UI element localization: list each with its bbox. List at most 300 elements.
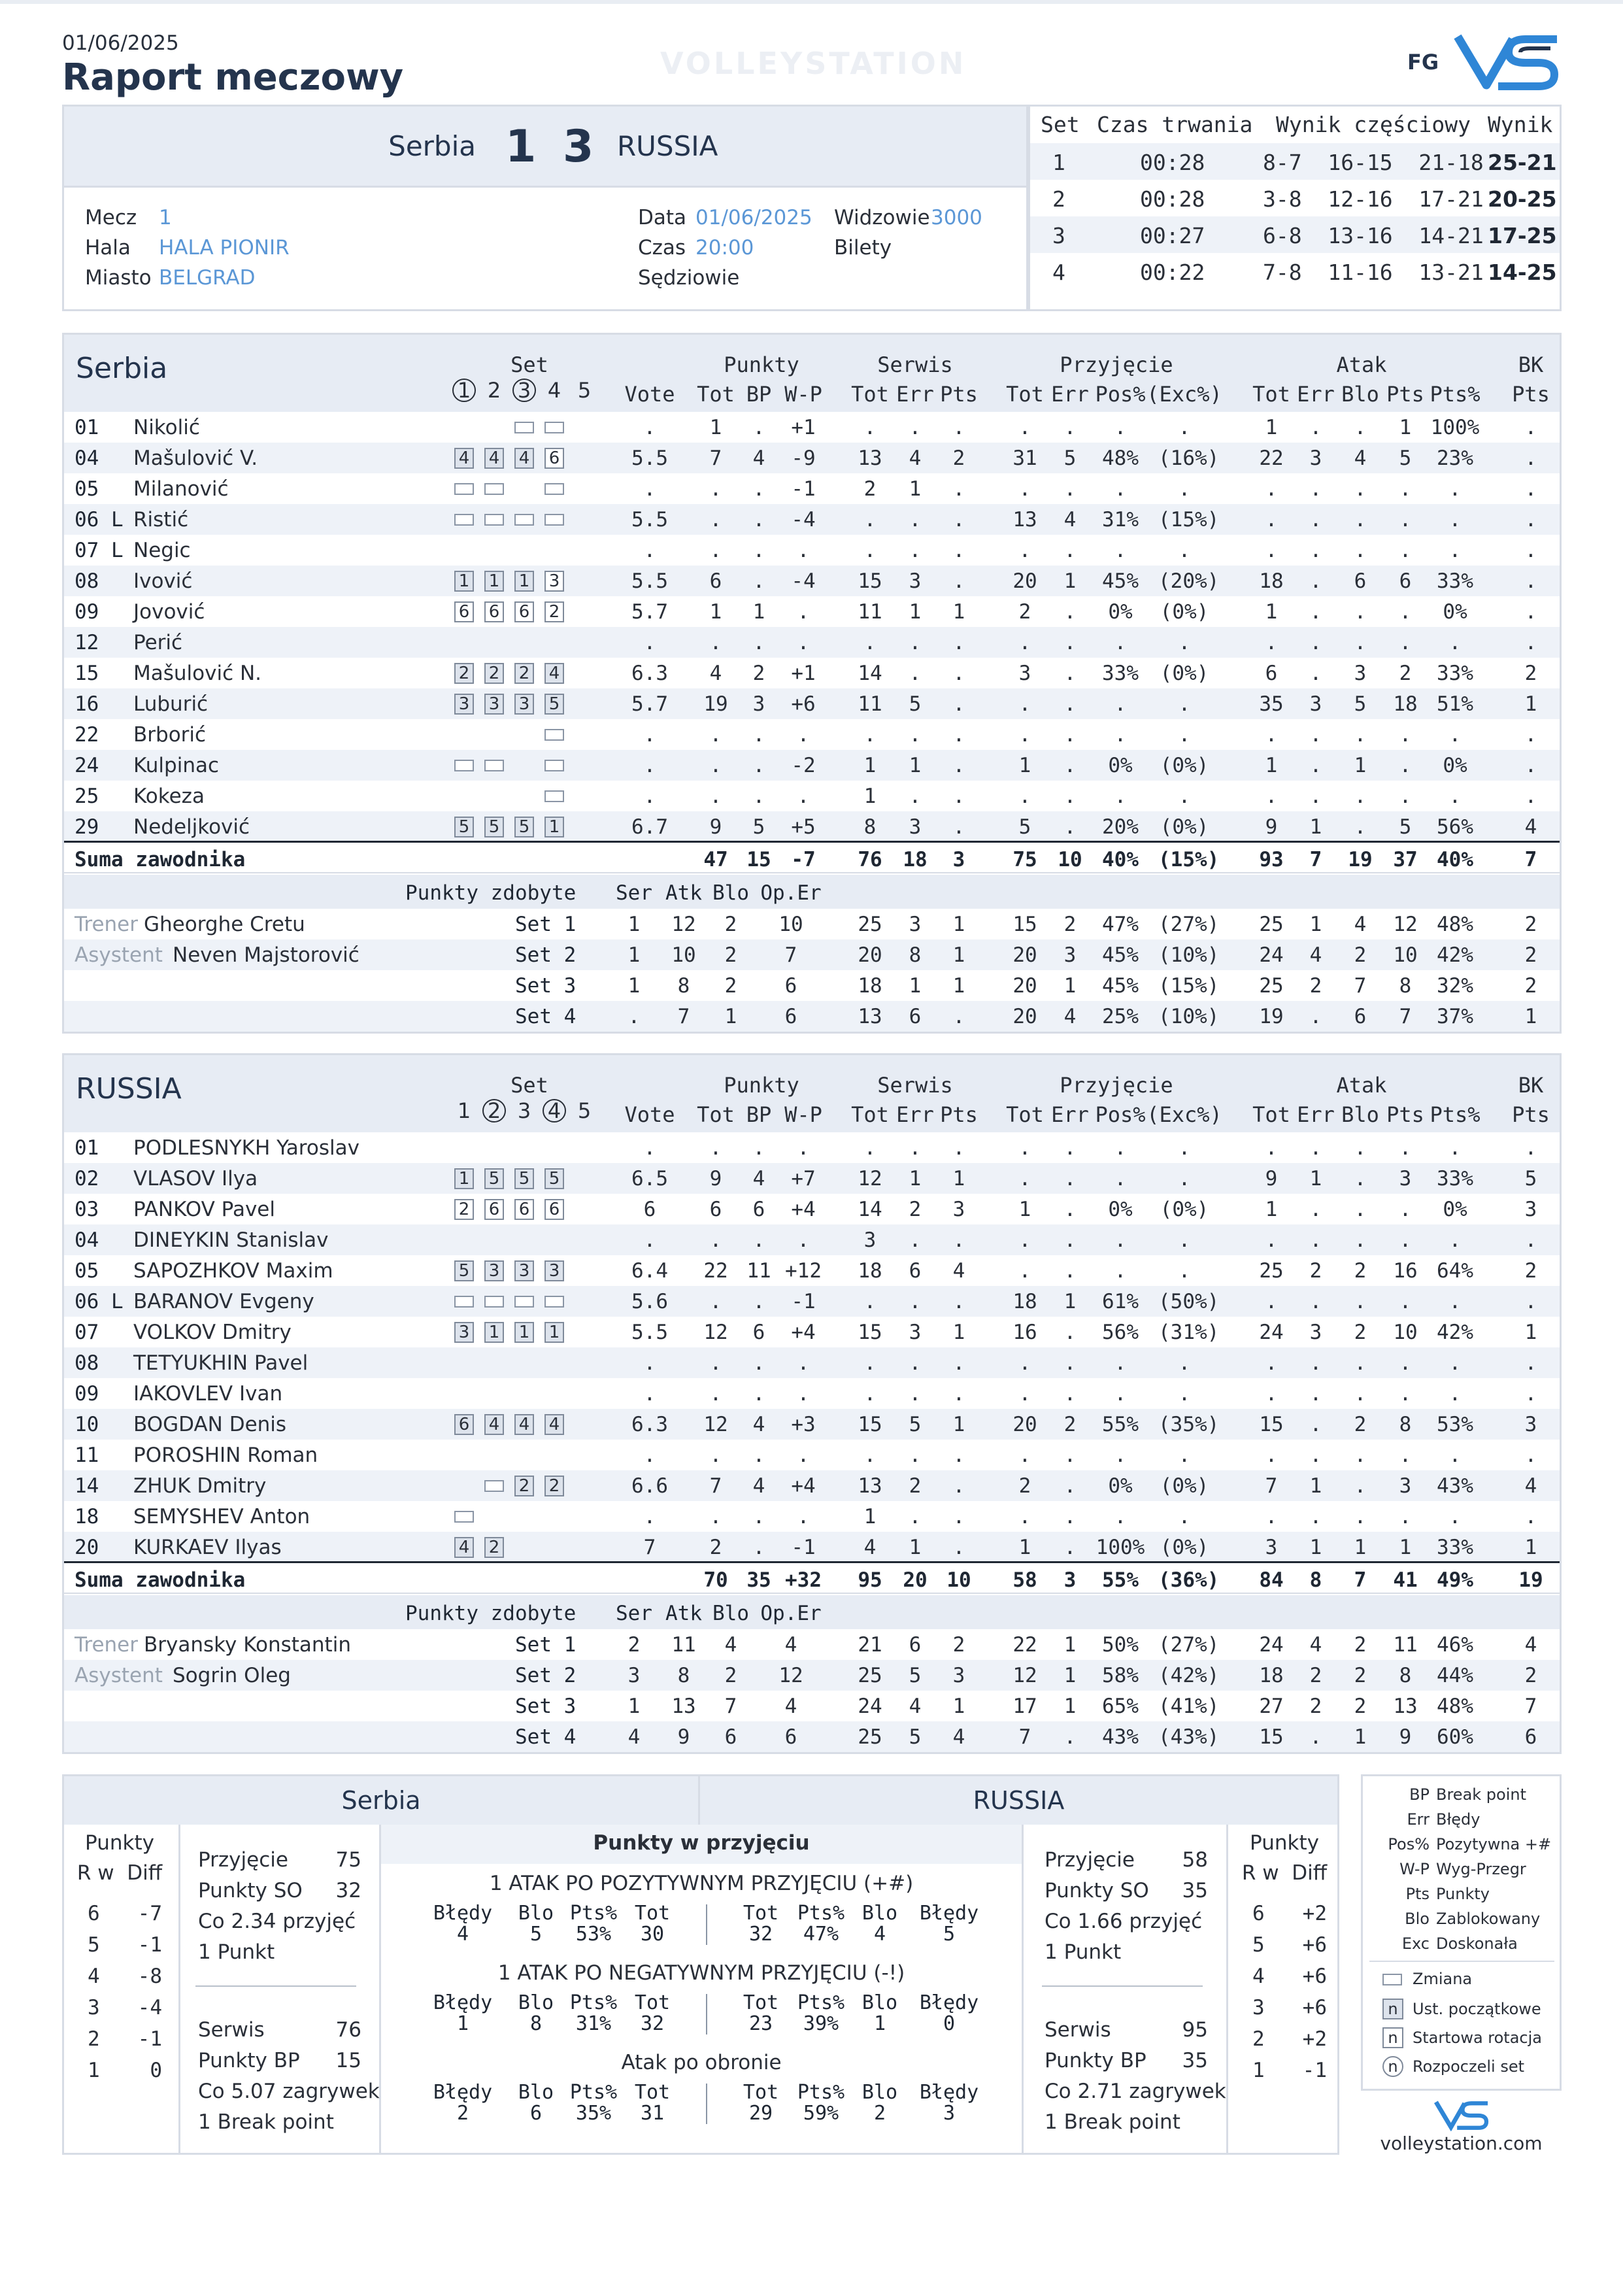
player-row bbox=[64, 627, 1560, 658]
stat-cell: . bbox=[1399, 723, 1412, 747]
player-row bbox=[64, 688, 1560, 719]
stat-cell: . bbox=[1063, 815, 1077, 839]
set-num-label: 5 bbox=[577, 1098, 592, 1123]
stat-cell: . bbox=[1265, 477, 1278, 501]
start-rotation-box: 2 bbox=[484, 1537, 504, 1558]
stat-cell: 20 bbox=[1012, 1413, 1037, 1436]
pz-cell: 2 bbox=[724, 943, 737, 967]
set-stat-cell: 2 bbox=[1309, 974, 1322, 998]
home-rw-r: 6 bbox=[88, 1902, 100, 1925]
player-name: Brborić bbox=[133, 723, 207, 747]
sum-cell: (36%) bbox=[1158, 1568, 1220, 1592]
pz-cell: 8 bbox=[677, 974, 690, 998]
stat-cell: 1 bbox=[1018, 1536, 1031, 1559]
sum-cell: 84 bbox=[1259, 1568, 1284, 1592]
pz-cell: 12 bbox=[778, 1664, 803, 1687]
set-stats-row bbox=[64, 1721, 1560, 1752]
col-header: Err bbox=[896, 382, 934, 407]
mid-title: Punkty w przyjęciu bbox=[593, 1831, 810, 1855]
player-name: SAPOZHKOV Maxim bbox=[133, 1259, 333, 1283]
stat-cell: . bbox=[1448, 723, 1462, 747]
away-rw-r: 2 bbox=[1252, 2027, 1265, 2051]
player-number: 12 bbox=[75, 631, 99, 654]
set-stat-cell: 4 bbox=[1063, 1005, 1077, 1028]
set-stat-cell: 4 bbox=[909, 1695, 922, 1718]
away-rw-r: 1 bbox=[1252, 2059, 1265, 2082]
stat-cell: 23% bbox=[1437, 447, 1473, 470]
stat-cell: . bbox=[952, 1474, 965, 1498]
stat-cell: . bbox=[952, 416, 965, 439]
sub-icon bbox=[454, 483, 474, 495]
libero-flag: L bbox=[111, 539, 124, 562]
start-rotation-box: 6 bbox=[484, 1199, 504, 1220]
stat-cell: . bbox=[1018, 785, 1031, 808]
stat-cell: . bbox=[1178, 1351, 1191, 1375]
stat-cell: 11 bbox=[858, 600, 882, 624]
stat-cell: 1 bbox=[1524, 1536, 1537, 1559]
set-result: 14-25 bbox=[1488, 260, 1557, 285]
stat-cell: . bbox=[1018, 477, 1031, 501]
away-rw-diff: +2 bbox=[1302, 2027, 1327, 2051]
stat-cell: . bbox=[1114, 1167, 1127, 1190]
stat-cell: . bbox=[1114, 416, 1127, 439]
stat-cell: . bbox=[1178, 723, 1191, 747]
stat-cell: 33% bbox=[1437, 569, 1473, 593]
set-partial: 6-8 13-16 14-21 bbox=[1263, 223, 1484, 248]
set-stat-cell: 25 bbox=[858, 1664, 882, 1687]
set-duration: 00:22 bbox=[1140, 260, 1205, 285]
stat-cell: +1 bbox=[791, 662, 816, 685]
points-scored-header bbox=[64, 875, 1560, 909]
set-num-label: 2 bbox=[487, 378, 501, 403]
stat-cell: . bbox=[1524, 1228, 1537, 1252]
stat-cell: . bbox=[1018, 416, 1031, 439]
set-stat-cell: 19 bbox=[1259, 1005, 1284, 1028]
start-rotation-box: 6 bbox=[454, 601, 474, 622]
stat-cell: 6 bbox=[709, 1198, 722, 1221]
legend-abbr: Exc bbox=[1401, 1934, 1430, 1953]
set-stat-cell: 65% bbox=[1102, 1695, 1139, 1718]
stat-cell: 12 bbox=[858, 1167, 882, 1190]
start-rotation-box: 4 bbox=[514, 448, 534, 469]
sum-cell: 15 bbox=[746, 848, 771, 871]
sub-icon bbox=[514, 514, 534, 526]
col-header: Err bbox=[1297, 382, 1335, 407]
stat-cell: . bbox=[952, 1136, 965, 1160]
start-rotation-box: 3 bbox=[484, 694, 504, 715]
stat-cell: 56% bbox=[1437, 815, 1473, 839]
block-right-val: 1 bbox=[873, 2012, 886, 2035]
pz-cell: 10 bbox=[671, 943, 696, 967]
stat-cell: 2 bbox=[1063, 1413, 1077, 1436]
stat-cell: . bbox=[1309, 1443, 1322, 1467]
set-stat-cell: (15%) bbox=[1158, 974, 1220, 998]
stat-cell: . bbox=[952, 1382, 965, 1406]
sum-cell: 40% bbox=[1437, 848, 1473, 871]
pz-cell: . bbox=[627, 1005, 641, 1028]
stat-cell: 1 bbox=[709, 600, 722, 624]
player-name: VLASOV Ilya bbox=[133, 1167, 258, 1190]
stat-cell: . bbox=[1063, 662, 1077, 685]
stat-cell: 14 bbox=[858, 1198, 882, 1221]
col-group-bk: BK bbox=[1518, 1073, 1544, 1098]
set-stat-cell: 1 bbox=[1354, 1725, 1367, 1749]
stat-cell: (0%) bbox=[1160, 815, 1209, 839]
sub-icon bbox=[454, 1296, 474, 1308]
stat-cell: . bbox=[1524, 600, 1537, 624]
stat-cell: . bbox=[1309, 1228, 1322, 1252]
start-rotation-box: 2 bbox=[514, 1476, 534, 1496]
stat-cell: . bbox=[643, 477, 656, 501]
stat-cell: 13 bbox=[858, 447, 882, 470]
set-stat-cell: 1 bbox=[1063, 1664, 1077, 1687]
player-number: 01 bbox=[75, 416, 99, 439]
set-num-label: 1 bbox=[457, 1098, 471, 1123]
start-rotation-box: 1 bbox=[454, 1168, 474, 1189]
stat-cell: . bbox=[1265, 631, 1278, 654]
block-left-val: 4 bbox=[456, 1923, 469, 1946]
block-divider bbox=[706, 1994, 707, 2034]
set-stats-label: Set 1 bbox=[515, 1633, 577, 1657]
start-rotation-box: 2 bbox=[454, 663, 474, 684]
stat-cell: . bbox=[1063, 539, 1077, 562]
set-stat-cell: 4 bbox=[1524, 1633, 1537, 1657]
stat-cell: . bbox=[863, 631, 877, 654]
home-rw-diff: -7 bbox=[137, 1902, 162, 1925]
away-punkty_so-value: 35 bbox=[1182, 1879, 1208, 1902]
stat-cell: 2 bbox=[1524, 1259, 1537, 1283]
stat-cell: 48% bbox=[1102, 447, 1139, 470]
sets-header-partial: Wynik częściowy bbox=[1276, 112, 1471, 137]
stat-cell: 6.4 bbox=[631, 1259, 668, 1283]
pz-cell: 4 bbox=[724, 1633, 737, 1657]
stat-cell: . bbox=[863, 723, 877, 747]
stat-cell: 5 bbox=[1063, 447, 1077, 470]
sub-icon bbox=[454, 514, 474, 526]
away-punkty_bp-value: 35 bbox=[1182, 2049, 1208, 2072]
set-stat-cell: 1 bbox=[1309, 913, 1322, 936]
stat-cell: 5 bbox=[1354, 692, 1367, 716]
stat-cell: . bbox=[1399, 508, 1412, 532]
stat-cell: 3 bbox=[952, 1198, 965, 1221]
away-punkty_so: Punkty SO bbox=[1045, 1879, 1149, 1902]
set-stat-cell: 24 bbox=[1259, 1633, 1284, 1657]
stat-cell: . bbox=[1063, 477, 1077, 501]
legend-desc: Doskonała bbox=[1436, 1934, 1518, 1953]
stat-cell: 5.5 bbox=[631, 447, 668, 470]
set-duration: 00:28 bbox=[1140, 150, 1205, 175]
stat-cell: 4 bbox=[863, 1536, 877, 1559]
start-rotation-box: 3 bbox=[514, 1260, 534, 1281]
stat-cell: . bbox=[1063, 1351, 1077, 1375]
rozp-icon: n bbox=[1382, 2056, 1403, 2077]
set-stat-cell: 45% bbox=[1102, 974, 1139, 998]
stat-cell: 12 bbox=[703, 1413, 728, 1436]
stat-cell: 4 bbox=[752, 1167, 765, 1190]
stat-cell: 7 bbox=[709, 1474, 722, 1498]
block-divider bbox=[706, 1904, 707, 1945]
stat-cell: . bbox=[1178, 477, 1191, 501]
stat-cell: . bbox=[709, 754, 722, 777]
widzowie-value: 3000 bbox=[931, 206, 982, 229]
set-num-label: 4 bbox=[547, 378, 561, 403]
stat-cell: 61% bbox=[1102, 1290, 1139, 1313]
report-date: 01/06/2025 bbox=[62, 31, 179, 55]
sum-cell: 35 bbox=[746, 1568, 771, 1592]
set-stat-cell: 5 bbox=[909, 1725, 922, 1749]
summary-panel bbox=[62, 1774, 1339, 2155]
stat-cell: . bbox=[1448, 508, 1462, 532]
col-header: Pts bbox=[940, 1102, 978, 1127]
russia-table-header bbox=[64, 1055, 1560, 1132]
away-p1: 1 Punkt bbox=[1045, 1940, 1122, 1964]
player-name: Mašulović V. bbox=[133, 447, 258, 470]
stat-cell: 1 bbox=[952, 1167, 965, 1190]
block-right-hdr: Błędy bbox=[919, 1902, 979, 1925]
away-summary-title: RUSSIA bbox=[700, 1776, 1337, 1825]
stat-cell: 4 bbox=[752, 1413, 765, 1436]
player-name: Luburić bbox=[133, 692, 209, 716]
pz-cell: 6 bbox=[724, 1725, 737, 1749]
col-header: W-P bbox=[784, 1102, 822, 1127]
start-rotation-box: 1 bbox=[544, 1322, 564, 1343]
set-stat-cell: 9 bbox=[1399, 1725, 1412, 1749]
stat-cell: . bbox=[1063, 1321, 1077, 1344]
stat-cell: 1 bbox=[1524, 1321, 1537, 1344]
stat-cell: . bbox=[1309, 1290, 1322, 1313]
stat-cell: . bbox=[1399, 754, 1412, 777]
player-row bbox=[64, 658, 1560, 688]
stat-cell: . bbox=[909, 1505, 922, 1528]
stat-cell: . bbox=[752, 1351, 765, 1375]
start-rotation-box: 5 bbox=[454, 1260, 474, 1281]
stat-cell: 5.6 bbox=[631, 1290, 668, 1313]
stat-cell: . bbox=[797, 785, 810, 808]
stat-cell: . bbox=[752, 1505, 765, 1528]
set-row bbox=[1030, 216, 1560, 253]
away-punkty_bp: Punkty BP bbox=[1045, 2049, 1146, 2072]
block-left-hdr: Błędy bbox=[433, 2081, 493, 2104]
player-number: 14 bbox=[75, 1474, 99, 1498]
stat-cell: . bbox=[797, 1382, 810, 1406]
fg-label: FG bbox=[1407, 50, 1439, 75]
stat-cell: (0%) bbox=[1160, 1474, 1209, 1498]
stat-cell: 1 bbox=[952, 1321, 965, 1344]
start-rotation-box: 3 bbox=[514, 694, 534, 715]
player-number: 05 bbox=[75, 477, 99, 501]
col-header: BP bbox=[746, 382, 772, 407]
stat-cell: +3 bbox=[791, 1413, 816, 1436]
player-number: 15 bbox=[75, 662, 99, 685]
player-name: BARANOV Evgeny bbox=[133, 1290, 314, 1313]
set-stat-cell: 7 bbox=[1524, 1695, 1537, 1718]
block-left-hdr: Blo bbox=[518, 1902, 554, 1925]
set-stat-cell: 3 bbox=[952, 1664, 965, 1687]
set-stat-cell: 1 bbox=[1524, 1005, 1537, 1028]
stat-cell: . bbox=[952, 815, 965, 839]
stat-cell: . bbox=[1018, 1259, 1031, 1283]
col-header: Tot bbox=[1252, 1102, 1290, 1127]
stat-cell: 6.7 bbox=[631, 815, 668, 839]
stat-cell: . bbox=[952, 1351, 965, 1375]
set-stat-cell: 60% bbox=[1437, 1725, 1473, 1749]
pz-col-header: Blo bbox=[712, 1602, 749, 1625]
stat-cell: . bbox=[1309, 1505, 1322, 1528]
set-stat-cell: 12 bbox=[1012, 1664, 1037, 1687]
trener-name: Gheorghe Cretu bbox=[144, 913, 305, 936]
col-header: Tot bbox=[851, 1102, 889, 1127]
block-left-hdr: Blo bbox=[518, 2081, 554, 2104]
home-p1: 1 Punkt bbox=[198, 1940, 275, 1964]
player-number: 05 bbox=[75, 1259, 99, 1283]
stat-cell: . bbox=[909, 1382, 922, 1406]
stat-cell: . bbox=[1178, 1167, 1191, 1190]
russia-stats-table bbox=[62, 1053, 1562, 1754]
stat-cell: (0%) bbox=[1160, 600, 1209, 624]
stat-cell: 1 bbox=[1354, 754, 1367, 777]
stat-cell: . bbox=[1524, 754, 1537, 777]
stat-cell: . bbox=[1354, 1382, 1367, 1406]
set-stat-cell: 6 bbox=[909, 1005, 922, 1028]
player-name: Kokeza bbox=[133, 785, 205, 808]
away-serwis: Serwis bbox=[1045, 2018, 1111, 2042]
set-stat-cell: 6 bbox=[1354, 1005, 1367, 1028]
stat-cell: 4 bbox=[709, 662, 722, 685]
stat-cell: . bbox=[1399, 785, 1412, 808]
start-rotation-box: 1 bbox=[484, 571, 504, 592]
stat-cell: . bbox=[643, 754, 656, 777]
sub-icon bbox=[514, 1296, 534, 1308]
stat-cell: . bbox=[1018, 1382, 1031, 1406]
col-header: Pts bbox=[940, 382, 978, 407]
stat-cell: 6 bbox=[1265, 662, 1278, 685]
stat-cell: . bbox=[643, 1505, 656, 1528]
home-summary-title: Serbia bbox=[64, 1776, 700, 1825]
set-stat-cell: 2 bbox=[1524, 943, 1537, 967]
stat-cell: . bbox=[1178, 1443, 1191, 1467]
set-stat-cell: 44% bbox=[1437, 1664, 1473, 1687]
home-rw-r: 4 bbox=[88, 1965, 100, 1988]
mecz-value: 1 bbox=[159, 206, 172, 229]
stat-cell: -4 bbox=[791, 569, 816, 593]
stat-cell: . bbox=[752, 785, 765, 808]
set-stat-cell: 1 bbox=[1063, 974, 1077, 998]
pz-col-header: Op.Er bbox=[760, 881, 822, 905]
stat-cell: . bbox=[1354, 416, 1367, 439]
sum-label: Suma zawodnika bbox=[75, 1568, 246, 1592]
stat-cell: . bbox=[1309, 600, 1322, 624]
stat-cell: . bbox=[1524, 1382, 1537, 1406]
stat-cell: 4 bbox=[1524, 1474, 1537, 1498]
set-stat-cell: (42%) bbox=[1158, 1664, 1220, 1687]
stat-cell: 64% bbox=[1437, 1259, 1473, 1283]
stat-cell: 1 bbox=[1063, 569, 1077, 593]
set-row bbox=[1030, 180, 1560, 216]
start-rotation-box: 4 bbox=[454, 1537, 474, 1558]
sum-row bbox=[64, 1561, 1560, 1594]
player-name: Mašulović N. bbox=[133, 662, 262, 685]
stat-cell: . bbox=[709, 631, 722, 654]
legend-panel bbox=[1361, 1774, 1562, 2091]
stat-cell: . bbox=[709, 723, 722, 747]
sum-cell: 7 bbox=[1354, 1568, 1367, 1592]
stat-cell: 1 bbox=[1018, 1198, 1031, 1221]
home-co_s: Co 5.07 zagrywek bbox=[198, 2080, 380, 2103]
footer-site: volleystation.com bbox=[1380, 2133, 1543, 2154]
stat-cell: 20% bbox=[1102, 815, 1139, 839]
col-header: Pts% bbox=[1430, 1102, 1481, 1127]
stat-cell: . bbox=[1524, 416, 1537, 439]
block-right-val: 32 bbox=[748, 1923, 773, 1946]
set-number: 1 bbox=[1052, 150, 1065, 175]
sub-icon bbox=[544, 483, 564, 495]
stat-cell: . bbox=[643, 631, 656, 654]
start-rotation-box: 4 bbox=[544, 663, 564, 684]
stat-cell: . bbox=[1354, 1198, 1367, 1221]
stat-cell: 1 bbox=[1309, 1167, 1322, 1190]
stat-cell: . bbox=[1524, 1351, 1537, 1375]
player-name: IAKOVLEV Ivan bbox=[133, 1382, 283, 1406]
stat-cell: 1 bbox=[1399, 416, 1412, 439]
asystent-label: Asystent bbox=[75, 1664, 163, 1687]
set-stats-label: Set 2 bbox=[515, 1664, 577, 1687]
czas-value: 20:00 bbox=[695, 236, 754, 260]
pz-cell: 7 bbox=[724, 1695, 737, 1718]
block-left-val: 30 bbox=[640, 1923, 665, 1946]
set-stat-cell: 18 bbox=[858, 974, 882, 998]
stat-cell: 42% bbox=[1437, 1321, 1473, 1344]
set-stat-cell: 12 bbox=[1393, 913, 1418, 936]
stat-cell: 3 bbox=[1265, 1536, 1278, 1559]
set-stat-cell: 1 bbox=[952, 913, 965, 936]
stat-cell: -1 bbox=[791, 1536, 816, 1559]
home-rw-r: 5 bbox=[88, 1933, 100, 1957]
block-divider bbox=[706, 2084, 707, 2124]
col-header: Pos% bbox=[1095, 1102, 1146, 1127]
stat-cell: . bbox=[643, 785, 656, 808]
stat-cell: . bbox=[1524, 631, 1537, 654]
away-rw-hdr: R w Diff bbox=[1241, 1861, 1328, 1885]
start-rotation-box: 6 bbox=[514, 601, 534, 622]
start-rotation-box: 1 bbox=[514, 1322, 534, 1343]
ust-icon: n bbox=[1382, 1999, 1403, 2019]
player-name: PODLESNYKH Yaroslav bbox=[133, 1136, 360, 1160]
start-rotation-box: 1 bbox=[544, 817, 564, 837]
player-number: 08 bbox=[75, 1351, 99, 1375]
set-stat-cell: 7 bbox=[1354, 974, 1367, 998]
col-group-punkty: Punkty bbox=[724, 1073, 799, 1098]
stat-cell: 31% bbox=[1102, 508, 1139, 532]
stat-cell: . bbox=[1178, 1382, 1191, 1406]
stat-cell: . bbox=[909, 631, 922, 654]
set-stat-cell: 2 bbox=[1309, 1695, 1322, 1718]
block-left-hdr: Pts% bbox=[569, 1902, 618, 1925]
col-header: Tot bbox=[1006, 382, 1044, 407]
stat-cell: . bbox=[709, 1290, 722, 1313]
pz-cell: 7 bbox=[784, 943, 797, 967]
stat-cell: . bbox=[1265, 785, 1278, 808]
legend-desc: Pozytywna +# bbox=[1436, 1835, 1552, 1853]
stat-cell: . bbox=[1114, 785, 1127, 808]
home-score: 1 bbox=[505, 121, 537, 173]
home-punkty_bp: Punkty BP bbox=[198, 2049, 300, 2072]
player-name: ZHUK Dmitry bbox=[133, 1474, 267, 1498]
stat-cell: 1 bbox=[752, 600, 765, 624]
stat-cell: 1 bbox=[909, 600, 922, 624]
player-row bbox=[64, 1286, 1560, 1317]
block-left-hdr: Błędy bbox=[433, 1991, 493, 2014]
player-row bbox=[64, 596, 1560, 627]
